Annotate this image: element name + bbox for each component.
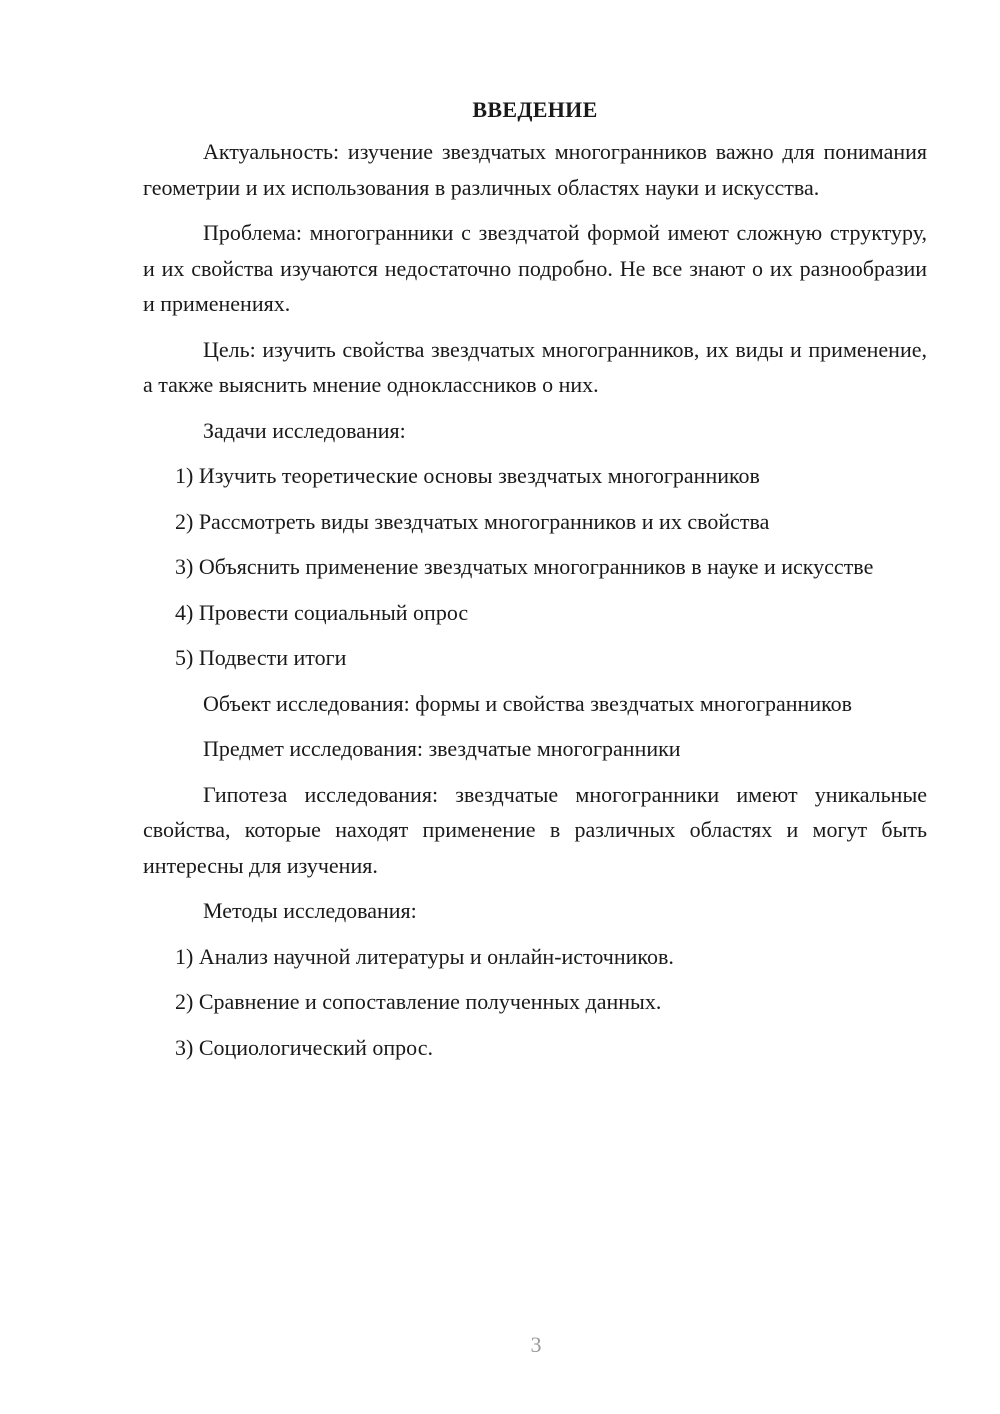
hypothesis-paragraph: Гипотеза исследования: звездчатые многогранники имеют уникальные свойства, которые находят применение в различных областях и могут быть интересны для изучения.: [143, 781, 927, 878]
task-item-1: 1) Изучить теоретические основы звездчатых многогранников: [175, 463, 760, 488]
goal-paragraph: Цель: изучить свойства звездчатых многогранников, их виды и применение, а также выяснить мнение одноклассников о них.: [143, 336, 927, 397]
methods-heading: Методы исследования:: [203, 898, 417, 923]
object-paragraph: Объект исследования: формы и свойства звездчатых многогранников: [203, 690, 853, 716]
page-content: [143, 92, 927, 1075]
subject-paragraph: Предмет исследования: звездчатые многогранники: [203, 736, 681, 761]
relevance-paragraph: Актуальность: изучение звездчатых многогранников важно для понимания геометрии и их использования в различных областях науки и искусства.: [143, 139, 927, 200]
method-item-1: 1) Анализ научной литературы и онлайн-источников.: [175, 943, 674, 969]
task-item-3: 3) Объяснить применение звездчатых многогранников в науке и искусстве: [175, 554, 874, 579]
problem-paragraph: Проблема: многогранники с звездчатой формой имеют сложную структуру, и их свойства изучаются недостаточно подробно. Не все знают о их разнообразии и применениях.: [143, 220, 927, 316]
method-item-3: 3) Социологический опрос.: [175, 1034, 433, 1060]
tasks-heading: Задачи исследования:: [203, 417, 406, 443]
task-item-4: 4) Провести социальный опрос: [175, 599, 469, 625]
method-item-2: 2) Сравнение и сопоставление полученных данных.: [175, 989, 662, 1014]
section-title: ВВЕДЕНИЕ: [472, 97, 598, 122]
task-item-2: 2) Рассмотреть виды звездчатых многогранников и их свойства: [175, 508, 770, 534]
task-item-5: 5) Подвести итоги: [175, 645, 347, 670]
page-number: 3: [530, 1332, 542, 1357]
